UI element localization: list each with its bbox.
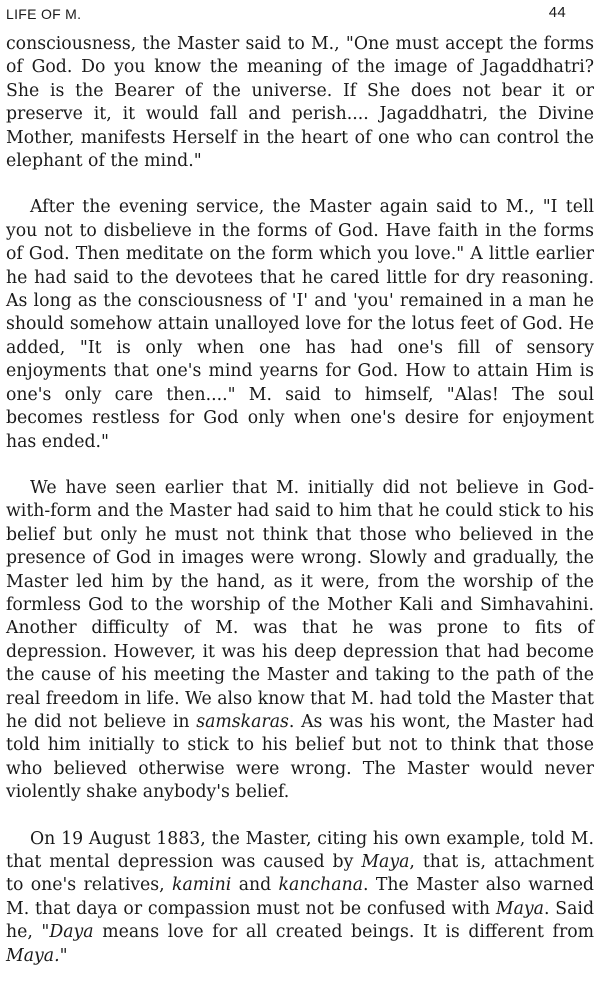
paragraph-4: [6, 828, 594, 968]
text-segment: and: [231, 875, 279, 896]
paragraph-1: [6, 33, 594, 173]
italic-term: kamini: [171, 875, 232, 896]
text-segment: . The Master also warned M. that daya or compassion must not be confused with: [6, 875, 594, 919]
italic-term: Maya: [495, 898, 544, 919]
running-head: LIFE OF M.: [6, 6, 82, 22]
text-segment: means love for all created beings. It is different from: [93, 922, 595, 943]
italic-term: Maya.: [6, 945, 60, 966]
text-segment: . Said he, ": [6, 898, 595, 943]
text-segment: , that is, attachment to one's relatives,: [6, 852, 594, 896]
text-segment: consciousness, the Master said to M., "One must accept the forms of God. Do you know the meaning of the image of Jagaddhatri? She is the Bearer of the universe. If She does not bear it or preserve it, it would fall and perish.... Jagaddhatri, the Divine Mother, manifests Herself in the heart of one who can control the elephant of the mind.": [6, 34, 594, 172]
page-number: 44: [548, 4, 566, 21]
text-segment: We have seen earlier that M. initially did not believe in God-with-form and the Master had said to him that he could stick to his belief but only he must not think that those who believed in the presence of God in images were wrong. Slowly and gradually, the Master led him by the hand, as it were, from the worship of the formless God to the worship of the Mother Kali and Simhavahini. Another difficulty of M. was that he was prone to fits of depression. However, it was his deep depression that had become the cause of his meeting the Master and taking to the path of the real freedom in life. We also know that M. had told the Master that he did not believe in: [6, 477, 594, 732]
italic-term: samskaras: [196, 711, 289, 732]
text-segment: ": [59, 945, 68, 966]
page-header: [6, 4, 588, 24]
paragraph-3: [6, 477, 594, 805]
text-segment: On 19 August 1883, the Master, citing his own example, told M. that mental depression was caused by: [6, 828, 594, 872]
italic-term: kanchana: [278, 875, 363, 896]
italic-term: Daya: [49, 922, 94, 943]
text-segment: After the evening service, the Master again said to M., "I tell you not to disbelieve in the forms of God. Have faith in the forms of God. Then meditate on the form which you love." A little earlier he had said to the devotees that he cared little for dry reasoning. As long as the consciousness of 'I' and 'you' remained in a man he should somehow attain unalloyed love for the lotus feet of God. He added, "It is only when one has had one's fill of sensory enjoyments that one's mind yearns for God. How to attain Him is one's only care then...." M. said to himself, "Alas! The soul becomes restless for God only when one's desire for enjoyment has ended.": [6, 197, 594, 452]
italic-term: Maya: [361, 852, 410, 872]
paragraph-2: [6, 196, 594, 453]
body-text: [6, 33, 594, 991]
text-segment: . As was his wont, the Master had told him initially to stick to his belief but not to think that those who believed otherwise were wrong. The Master would never violently shake anybody's belief.: [6, 711, 594, 803]
